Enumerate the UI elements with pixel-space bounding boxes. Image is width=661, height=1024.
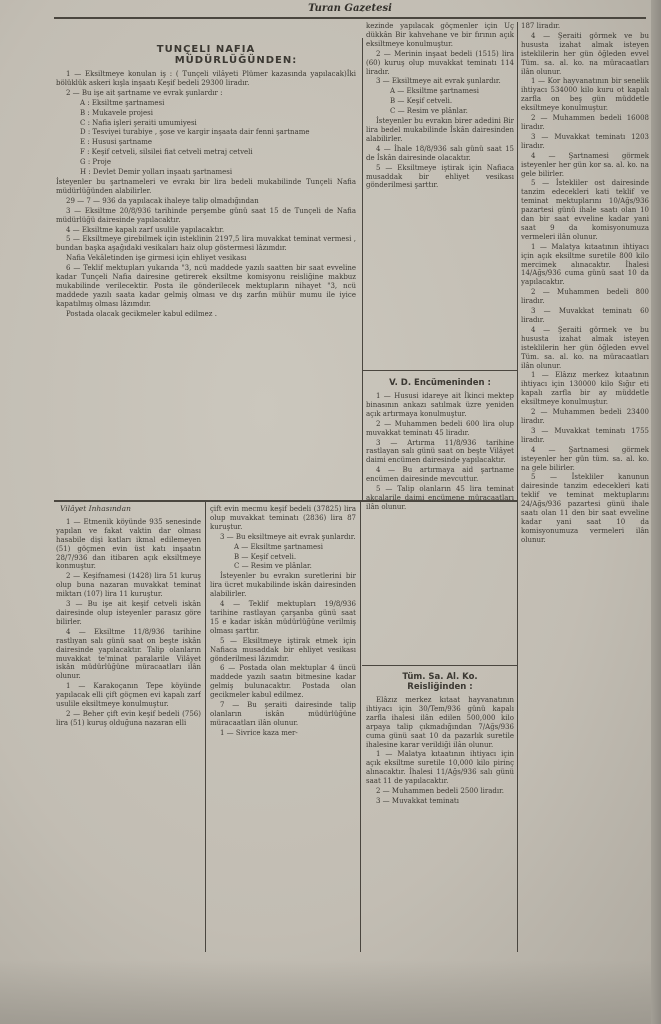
paragraph: 2 — Keşifnamesi (1428) lira 51 kuruş olup buna nazaran muvakkat teminat miktarı (107) lira 11 kuruştur. (56, 572, 201, 599)
notice-title-line2: MÜDÜRLÜĞÜNDEN: (174, 55, 298, 66)
paragraph: 5 — İstekliler ost dairesinde tanzim edecekleri kati teklif ve teminat mektuplarını 10/Ağs/936 pazartesi günü ihale saatı olan 10 dan bir saat evveline kadar yani saat 9 da komisyonumuza vermeleri ilân olunur. (521, 179, 649, 241)
paragraph: İsteyenler bu şartnameleri ve evrakı bir lira bedeli mukabilinde Tunçeli Nafia müdürlüğünden alabilirler. (56, 177, 356, 195)
paragraph: 3 — Artırma 11/8/936 tarihine rastlayan salı günü saat on beşte Vilâyet daimi encümen dairesinde yapılacaktır. (366, 438, 514, 465)
paragraph: Nafia Vekâletinden işe girmesi için ehliyet vesikası (66, 254, 247, 263)
paragraph: 7 — Bu şeraiti dairesinde talip olanların iskân müdürlüğüne müracaatları ilân olunur. (210, 701, 356, 727)
paragraph: Elâzız merkez kıtaat hayvanatının ihtiyacı için 30/Tem/936 günü kapalı zarfla ihalesi ilân edilen 500,000 kilo arpaya talip çıkmadığından 7/Ağs/936 cuma günü saat 10 da pazarlık suretile ihalesine karar verildiği ilân olunur. (366, 696, 514, 749)
tunceli-nafia-notice (56, 44, 356, 494)
paragraph: 1 — Elâzız merkez kıtaatının ihtiyacı için 130000 kilo Sığır eti kapalı zarfla bir ay müddetle eksiltmeye konulmuştur. (521, 371, 649, 407)
paragraph: 187 liradır. (521, 22, 561, 30)
column-rule-1 (362, 38, 363, 500)
paragraph: 3 — Eksiltme 20/8/936 tarihinde perşembe günü saat 15 de Tunçeli de Nafia müdürlüğü dairesinde yapılacaktır. (56, 206, 356, 224)
paragraph: 2 — Muhammen bedeli 600 lira olup muvakkat teminatı 45 liradır. (366, 419, 514, 437)
box-rule-vd (362, 370, 517, 371)
paragraph: çift evin mecmu keşif bedeli (37825) lira olup muvakkat teminatı (2836) lira 87 kuruştur. (210, 505, 356, 531)
paragraph: İsteyenler bu evrakın suretlerini bir lira ücret mukabilinde iskân dairesinden alabilirler. (210, 572, 356, 599)
paragraph: kezinde yapılacak göçmenler için Üç dükkân Bir kahvehane ve bir fırının açık eksiltmeye konulmuştur. (366, 22, 514, 48)
vilayet-notice (56, 505, 201, 955)
notice-title-line1: Tüm. Sa. Al. Ko. (402, 672, 478, 682)
paragraph: 4 — Eksiltme kapalı zarf usulile yapılacaktır. (66, 225, 225, 234)
vilayet-notice-continued (210, 505, 356, 955)
paper-shade (0, 960, 661, 1024)
page-edge (651, 0, 661, 1024)
paragraph: 1 — Eksiltmeye konulan iş : ( Tunçeli vilâyeti Plümer kazasında yapılacak)İki bölüklük askeri kışla inşaatı Keşif bedeli 29300 liradır. (56, 70, 356, 87)
list-item: C : Nafia işleri şeraiti umumiyesi (80, 118, 197, 127)
list-item: D : Tesviyei turabiye , şose ve kargir inşaata dair fenni şartname (80, 128, 310, 137)
paragraph: 2 — Muhammen bedeli 23400 liradır. (521, 408, 649, 425)
list-item: E : Hususi şartname (80, 138, 153, 147)
paragraph: 5 — Talip olanların 45 lira teminat akçalarile daimi encümene müracaatları ilân olunur. (366, 485, 514, 511)
paragraph: 3 — Muvakkat teminatı 60 liradır. (521, 307, 649, 324)
paragraph: 3 — Bu eksiltmeye ait evrak şunlardır. (220, 532, 356, 541)
notice-title: V. D. Encümeninden : (389, 378, 491, 388)
notice-title-line2: Reisliğinden : (407, 682, 473, 692)
list-item: C — Resim ve plânlar. (234, 562, 312, 571)
paragraph: 1 — Hususi idareye ait İkinci mektep binasının ankazı satılmak üzre yeniden açık artırmaya konulmuştur. (366, 392, 514, 418)
paragraph: 1 — Sivrice kaza mer- (220, 728, 298, 737)
paragraph: 2 — Muhammen bedeli 2500 liradır. (376, 787, 504, 796)
paragraph: 3 — Muvakkat teminatı (376, 796, 459, 805)
paragraph: 1 — Etmenik köyünde 935 senesinde yapılan ve fakat vaktin dar olması hasabile dişi katları ikmal edilemeyen (51) göçmen evin üst katı inşaatın 28/7/936 dan itibaren açık eksiltmeye konmuştur. (56, 517, 201, 571)
list-item: H : Devlet Demir yolları inşaatı şartnamesi (80, 168, 233, 177)
notice-title-line1: TUNÇELİ NAFIA (156, 44, 256, 55)
paragraph: 3 — Bu işe ait keşif cetveli iskân dairesinde olup isteyenler parasız göre bilirler. (56, 600, 201, 626)
paragraph: 29 — 7 — 936 da yapılacak ihaleye talip olmadığından (66, 196, 259, 205)
list-item: B — Keşif cetveli. (234, 552, 297, 561)
paragraph: 4 — Şeraiti görmek ve bu hususta izahat almak isteyen isteklilerin her gün öğleden evvel Tüm. sa. al. ko. na müracaatları ilân olunur. (521, 31, 649, 76)
box-rule-tum (362, 665, 517, 666)
list-item: A — Eksiltme şartnamesi (390, 87, 479, 96)
paragraph: 1 — Karakoçanın Tepe köyünde yapılacak elli çift göçmen evi kapalı zarf usulile eksiltmeye konulmuştur. (56, 682, 201, 709)
paragraph: 4 — İhale 18/8/936 salı günü saat 15 de İskân dairesinde olacaktır. (366, 144, 514, 162)
list-item: G : Proje (80, 158, 111, 167)
paragraph: 5 — İstekliler kanunun dairesinde tanzim edecekleri kati teklif ve teminat mektuplarını 24/Ağs/936 pazartesi günü ihale saatı olan 11 den bir saat evveline kadar yani saat 10 da komisyonumuza vermeleri ilân olunur. (521, 473, 649, 544)
paragraph: 5 — Eksiltmeye girebilmek için isteklinin 2197,5 lira muvakkat teminat vermesi , bundan başka aşağıdaki vesikaları haiz olup göstermesi lâzımdır. (56, 235, 356, 253)
paragraph: 5 — Eksiltmeye iştirak etmek için Nafiaca musaddak bir ehliyet vesikası gönderilmesi lâzımdır. (210, 636, 356, 663)
paragraph: 5 — Eksiltmeye iştirak için Nafiaca musaddak bir ehliyet vesikası gönderilmesi şarttır. (366, 163, 514, 190)
section-title: Vilâyet İnhasından (60, 505, 131, 513)
paragraph: 3 — Muvakkat teminatı 1203 liradır. (521, 132, 649, 150)
paragraph: 1 — Kor hayvanatının bir senelik ihtiyacı 534000 kilo kuru ot kapalı zarfla on beş gün müddetle eksiltmeye konulmuştur. (521, 77, 649, 113)
tum-sa-al-ko-continued (521, 22, 649, 957)
paragraph: 4 — Eksiltme 11/8/936 tarihine rastlıyan salı günü saat on beşte iskân dairesinde yapılacaktır. Talip olanların muvakkat te'minat paralarile Vilâyet iskân müdürlüğüne müracaatları ilân olunur. (56, 627, 201, 681)
list-item: B — Keşif cetveli. (390, 97, 453, 106)
paragraph: 2 — Muhammen bedeli 16008 liradır. (521, 114, 649, 131)
paragraph: 2 — Muhammen bedeli 800 liradır. (521, 288, 649, 306)
paragraph: Postada olacak gecikmeler kabul edilmez . (66, 309, 217, 318)
paragraph: 1 — Malatya kıtaatının ihtiyacı için açık eksiltme suretile 10,000 kilo pirinç alınacaktır. İhalesi 11/Ağs/936 salı günü saat 11 de yapılacaktır. (366, 750, 514, 786)
paragraph: 2 — Bu işe ait şartname ve evrak şunlardır : (66, 88, 223, 97)
column-rule-4 (360, 502, 361, 952)
iskan-notice-continued (366, 22, 514, 367)
column-rule-2 (517, 22, 518, 952)
list-item: C — Resim ve plânlar. (390, 107, 468, 116)
paragraph: 4 — Teklif mektupları 19/8/936 tarihine rastlayan çarşanba günü saat 15 e kadar iskân müdürlüğüne verilmiş olması şarttır. (210, 600, 356, 635)
paragraph: 4 — Şartnamesi görmek isteyenler her gün kor sa. al. ko. na gele bilirler. (521, 151, 649, 178)
list-item: B : Mukavele projesi (80, 108, 153, 117)
header-rule (54, 17, 646, 19)
tum-sa-al-ko-notice (366, 670, 514, 955)
column-rule-3 (205, 502, 206, 952)
paragraph: 4 — Bu artırmaya aid şartname encümen dairesinde mevcuttur. (366, 466, 514, 484)
paragraph: 3 — Eksiltmeye ait evrak şunlardır. (376, 77, 501, 86)
paragraph: 2 — Beher çift evin keşif bedeli (756) lira (51) kuruş olduğuna nazaran elli (56, 709, 201, 727)
paragraph: 4 — Şeraiti görmek ve bu hususta izahat almak isteyen isteklilerin her gün öğleden evvel Tüm. sa. al. ko. na müracaatları ilân olunur. (521, 325, 649, 370)
vd-encumen-notice (366, 376, 514, 661)
paragraph: İsteyenler bu evrakın birer adedini Bir lira bedel mukabilinde İskân dairesinden alabilirler. (366, 117, 514, 143)
masthead: Turan Gazetesi (308, 3, 392, 14)
paragraph: 6 — Postada olan mektuplar 4 üncü maddede yazılı saatın bitmesine kadar gelmiş bulunacaktır. Postada olan gecikmeler kabul edilmez. (210, 664, 356, 700)
paragraph: 3 — Muvakkat teminatı 1755 liradır. (521, 426, 649, 444)
paragraph: 2 — Merinin inşaat bedeli (1515) lira (60) kuruş olup muvakkat teminatı 114 liradır. (366, 49, 514, 76)
list-item: A : Eksiltme şartnamesi (80, 98, 165, 107)
notice-title (366, 672, 514, 692)
paragraph: 6 — Teklif mektupları yukarıda "3, ncü maddede yazılı saatten bir saat evveline kadar Tunçeli Nafia dairesine getirerek eksiltme komisyonu reisliğine makbuz mukabilinde verilecektir. Posta ile gönderilecek mektupların nihayet "3, ncü maddede yazılı saata kadar gelmiş olması ve dış zarfın mühür mumu ile iyice kapatılmış olması lâzımdır. (56, 264, 356, 308)
list-item: A — Eksiltme şartnamesi (234, 542, 323, 551)
notice-title (56, 44, 356, 66)
paragraph: 4 — Şartnamesi görmek isteyenler her gün tüm. sa. al. ko. na gele bilirler. (521, 445, 649, 472)
list-item: F : Keşif cetveli, silsilei fiat cetveli metraj cetveli (80, 148, 253, 157)
paragraph: 1 — Malatya kıtaatının ihtiyacı için açık eksiltme suretile 800 kilo mercimek alınacaktır. İhalesi 14/Ağs/936 cuma günü saat 10 da yapılacaktır. (521, 242, 649, 287)
